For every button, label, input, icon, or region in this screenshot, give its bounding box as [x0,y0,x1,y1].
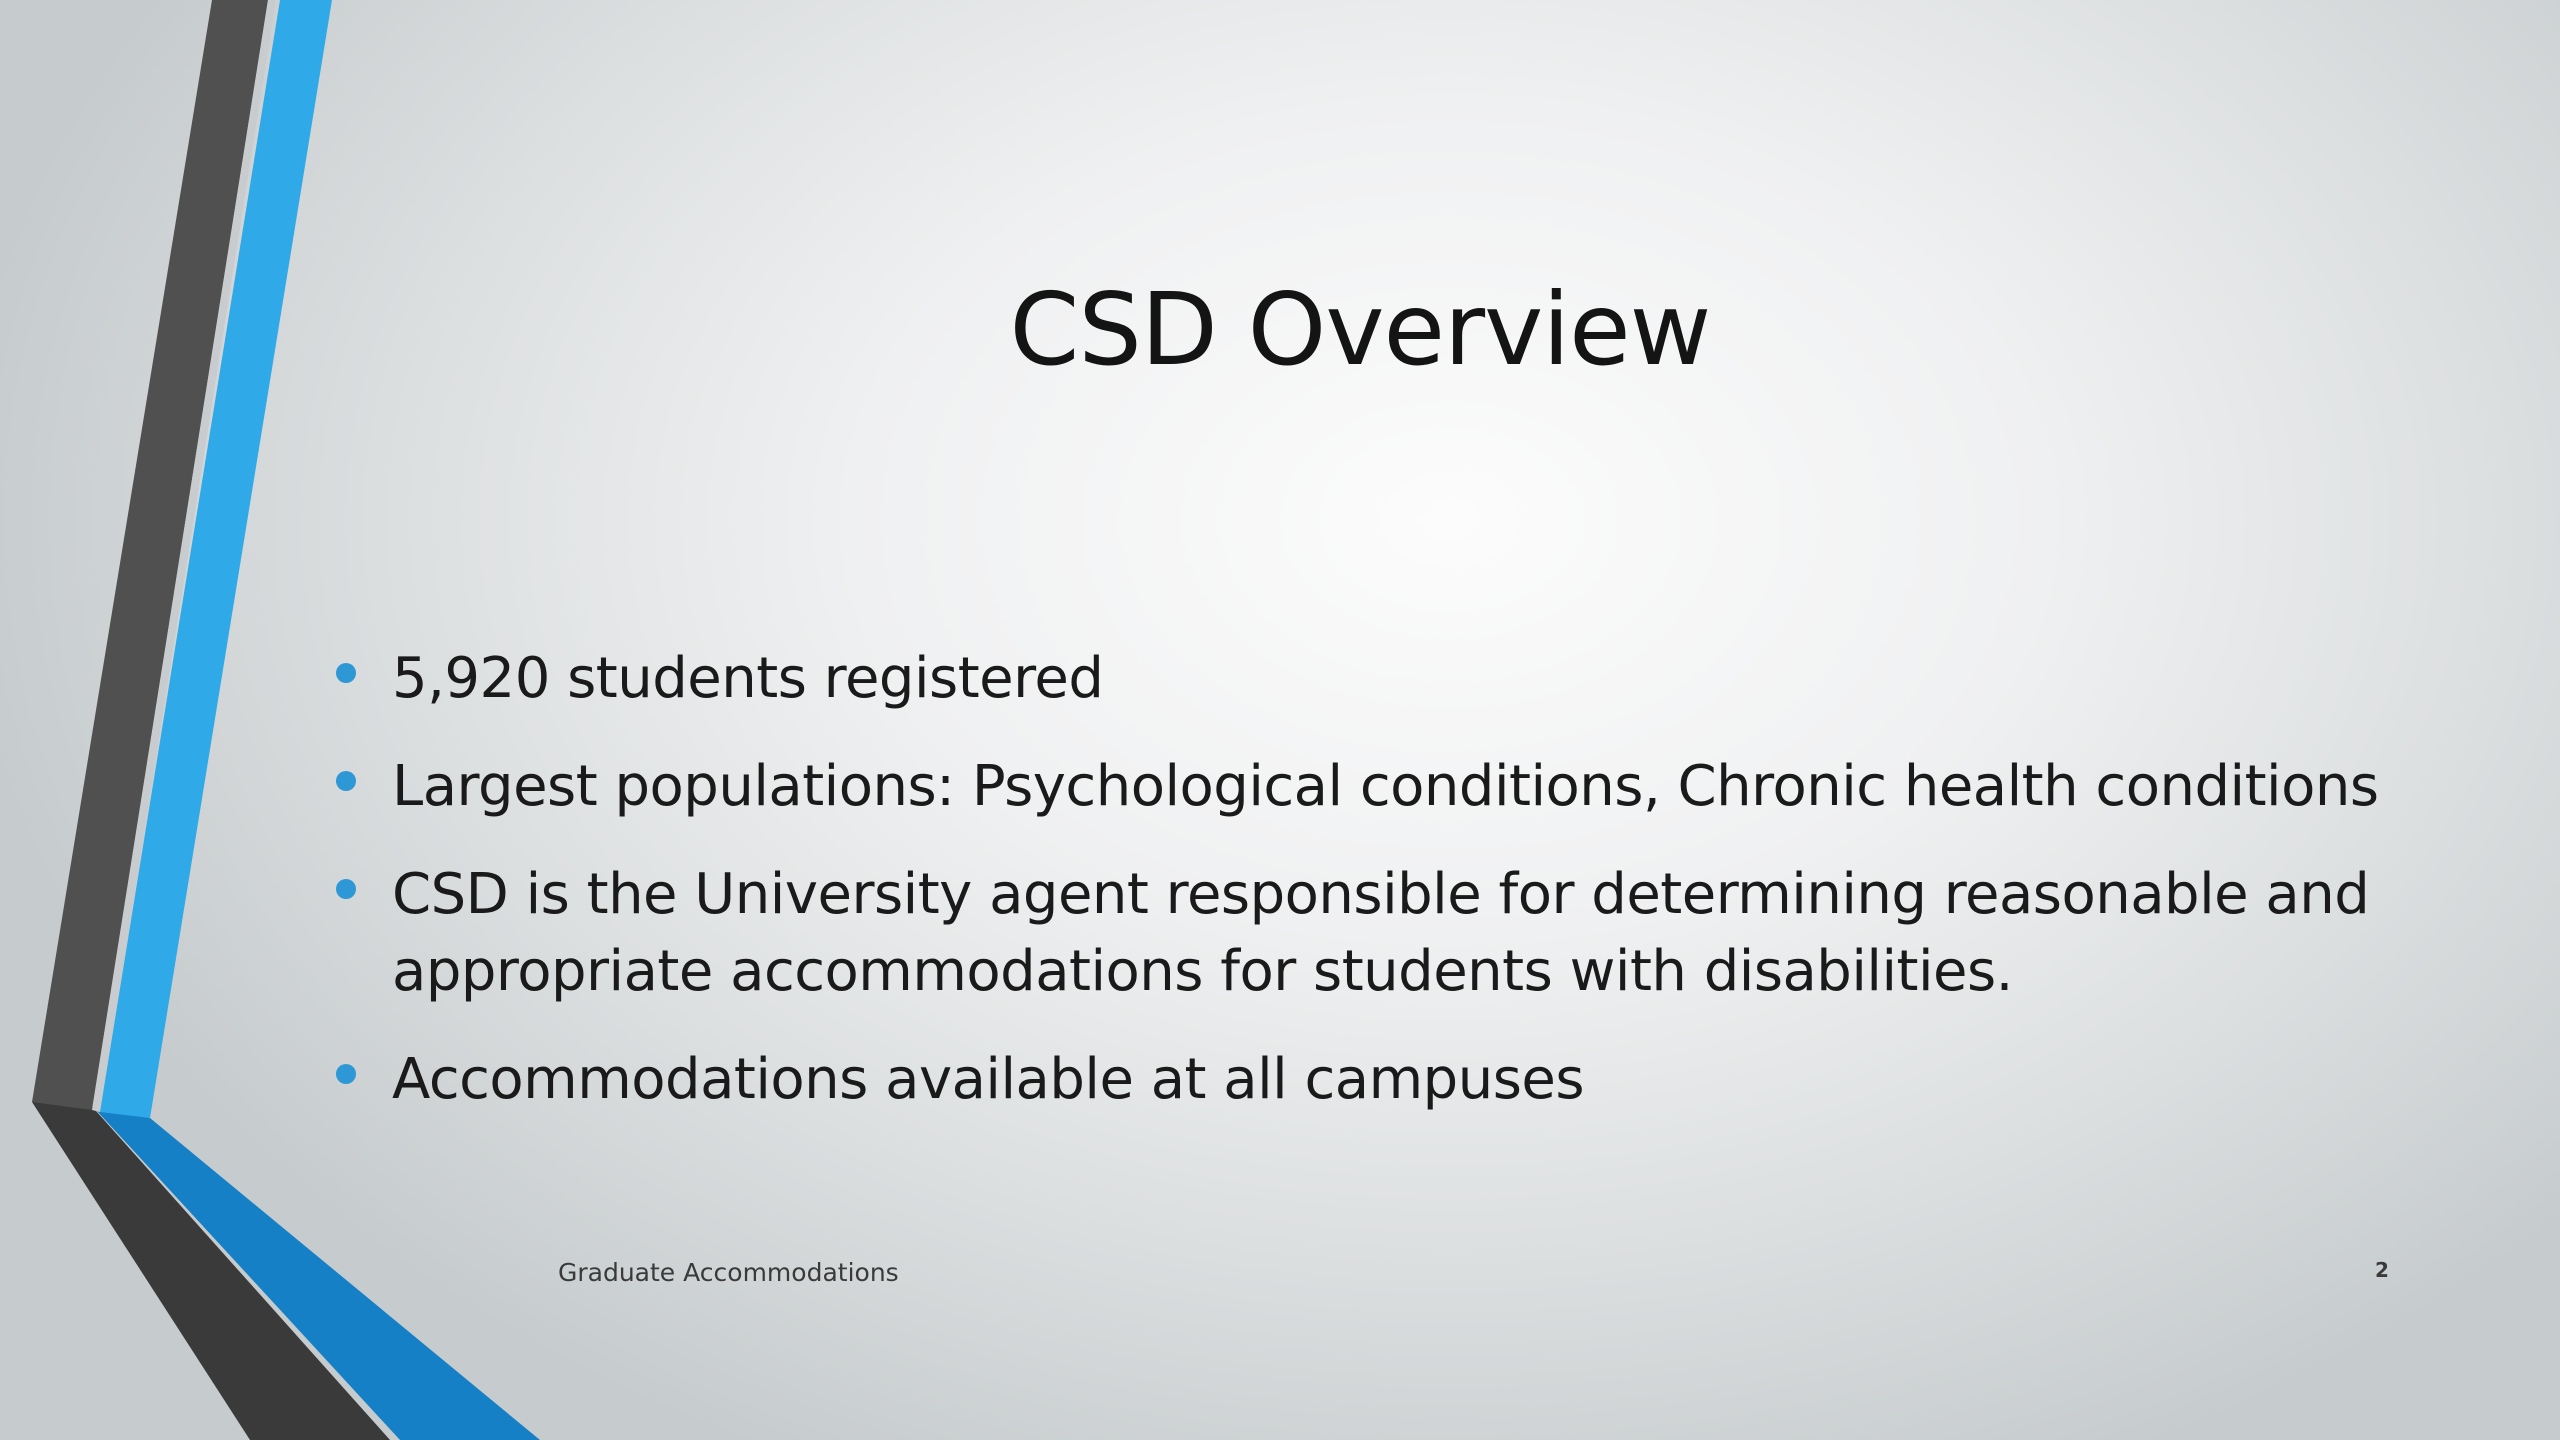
bullet-item [330,1041,2380,1118]
bullet-text: CSD is the University agent responsible for determining reasonable and appropriate accommodations for students with disabilities. [392,862,2370,1004]
bullet-icon [336,771,356,791]
slide-title: CSD Overview [1009,271,1711,388]
bullet-icon [336,1064,356,1084]
stripe-dark-lower [32,1102,390,1440]
bullet-list [330,640,2380,1149]
slide-footer: Graduate Accommodations [558,1258,899,1287]
bullet-text: 5,920 students registered [392,646,1104,711]
page-number: 2 [2375,1258,2389,1282]
bullet-item [330,640,2380,717]
bullet-text: Largest populations: Psychological conditions, Chronic health conditions [392,754,2379,819]
bullet-icon [336,879,356,899]
bullet-item [330,856,2380,1010]
stripe-light-gap [92,0,276,1112]
bullet-icon [336,663,356,683]
bullet-text: Accommodations available at all campuses [392,1047,1585,1112]
bullet-item [330,748,2380,825]
